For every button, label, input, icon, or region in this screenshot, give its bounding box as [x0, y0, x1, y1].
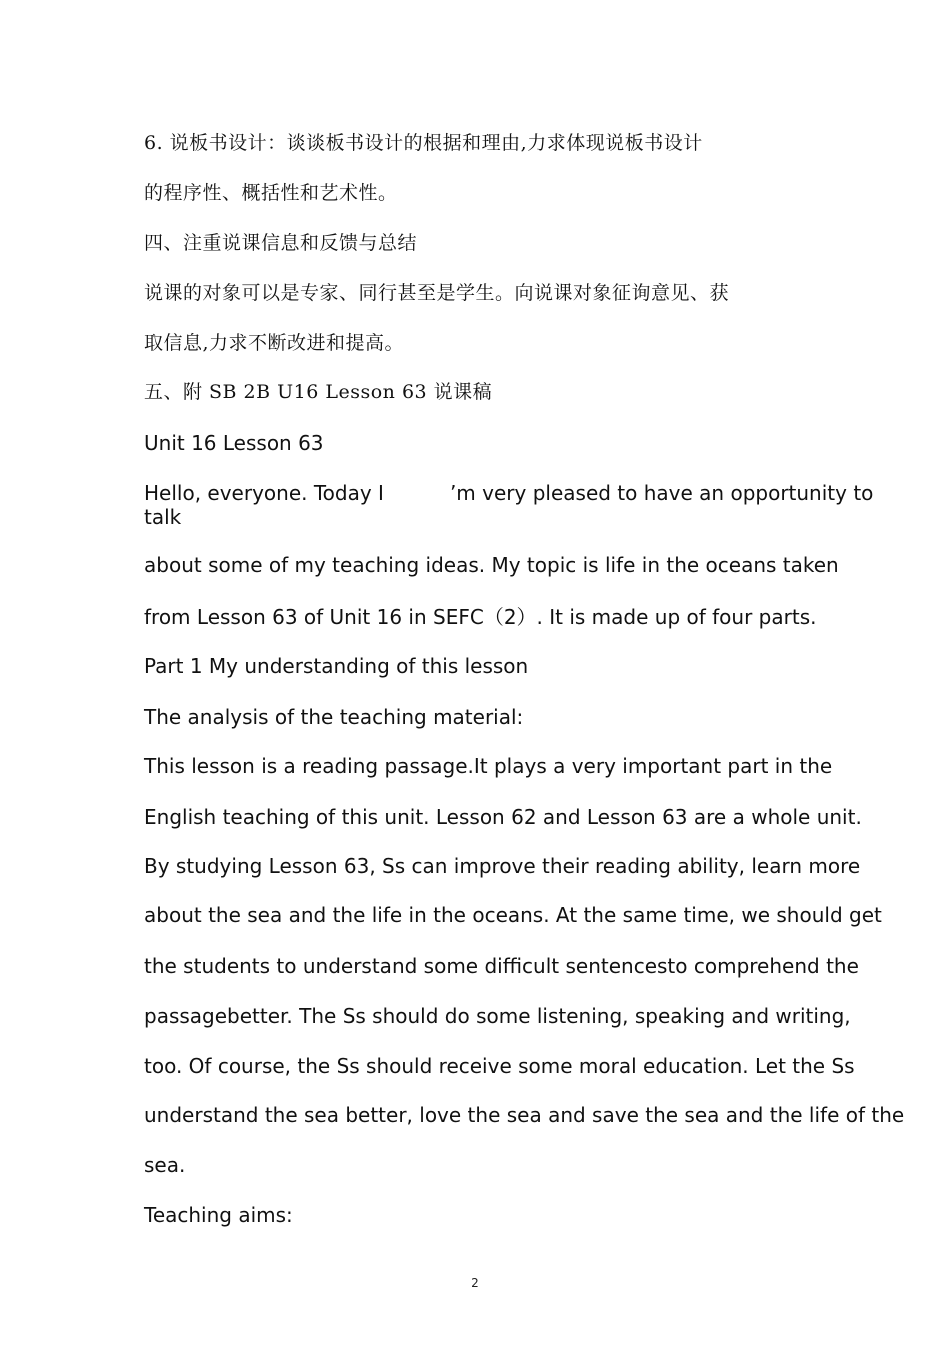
text-line-13: This lesson is a reading passage.It plays a very important part in the [144, 754, 833, 778]
text-line-16: about the sea and the life in the oceans. At the same time, we should get [144, 903, 882, 927]
text-line-4: 说课的对象可以是专家、同行甚至是学生。向说课对象征询意见、获 [144, 282, 730, 304]
text-line-7: Unit 16 Lesson 63 [144, 431, 324, 455]
page-number: 2 [471, 1276, 479, 1290]
subheading-analysis: The analysis of the teaching material: [144, 705, 524, 729]
text-line-8-part-b: ’m very pleased to have an opportunity to [449, 481, 874, 505]
text-line-14: English teaching of this unit. Lesson 62 and Lesson 63 are a whole unit. [144, 805, 862, 829]
text-line-6: 五、附 SB 2B U16 Lesson 63 说课稿 [144, 381, 493, 403]
text-line-9: about some of my teaching ideas. My topic is life in the oceans taken [144, 553, 839, 577]
text-line-20: understand the sea better, love the sea and save the sea and the life of the [144, 1103, 905, 1127]
text-line-19: too. Of course, the Ss should receive some moral education. Let the Ss [144, 1054, 855, 1078]
section-heading-part-1: Part 1 My understanding of this lesson [144, 654, 529, 678]
text-line-8-part-a: Hello, everyone. Today I [144, 481, 384, 505]
text-line-10: from Lesson 63 of Unit 16 in SEFC（2）. It is made up of four parts. [144, 605, 817, 629]
text-line-8 [144, 481, 873, 505]
text-line-3: 四、注重说课信息和反馈与总结 [144, 232, 418, 254]
text-line-15: By studying Lesson 63, Ss can improve their reading ability, learn more [144, 854, 861, 878]
text-line-18: passagebetter. The Ss should do some listening, speaking and writing, [144, 1004, 851, 1028]
subheading-teaching-aims: Teaching aims: [144, 1203, 293, 1227]
text-line-1: 6. 说板书设计：谈谈板书设计的根据和理由,力求体现说板书设计 [144, 132, 703, 154]
text-line-8-continued: talk [144, 505, 182, 529]
text-line-5: 取信息,力求不断改进和提高。 [144, 332, 405, 354]
text-line-17: the students to understand some difficult sentencesto comprehend the [144, 954, 859, 978]
text-line-2: 的程序性、概括性和艺术性。 [144, 182, 398, 204]
text-line-21: sea. [144, 1153, 186, 1177]
